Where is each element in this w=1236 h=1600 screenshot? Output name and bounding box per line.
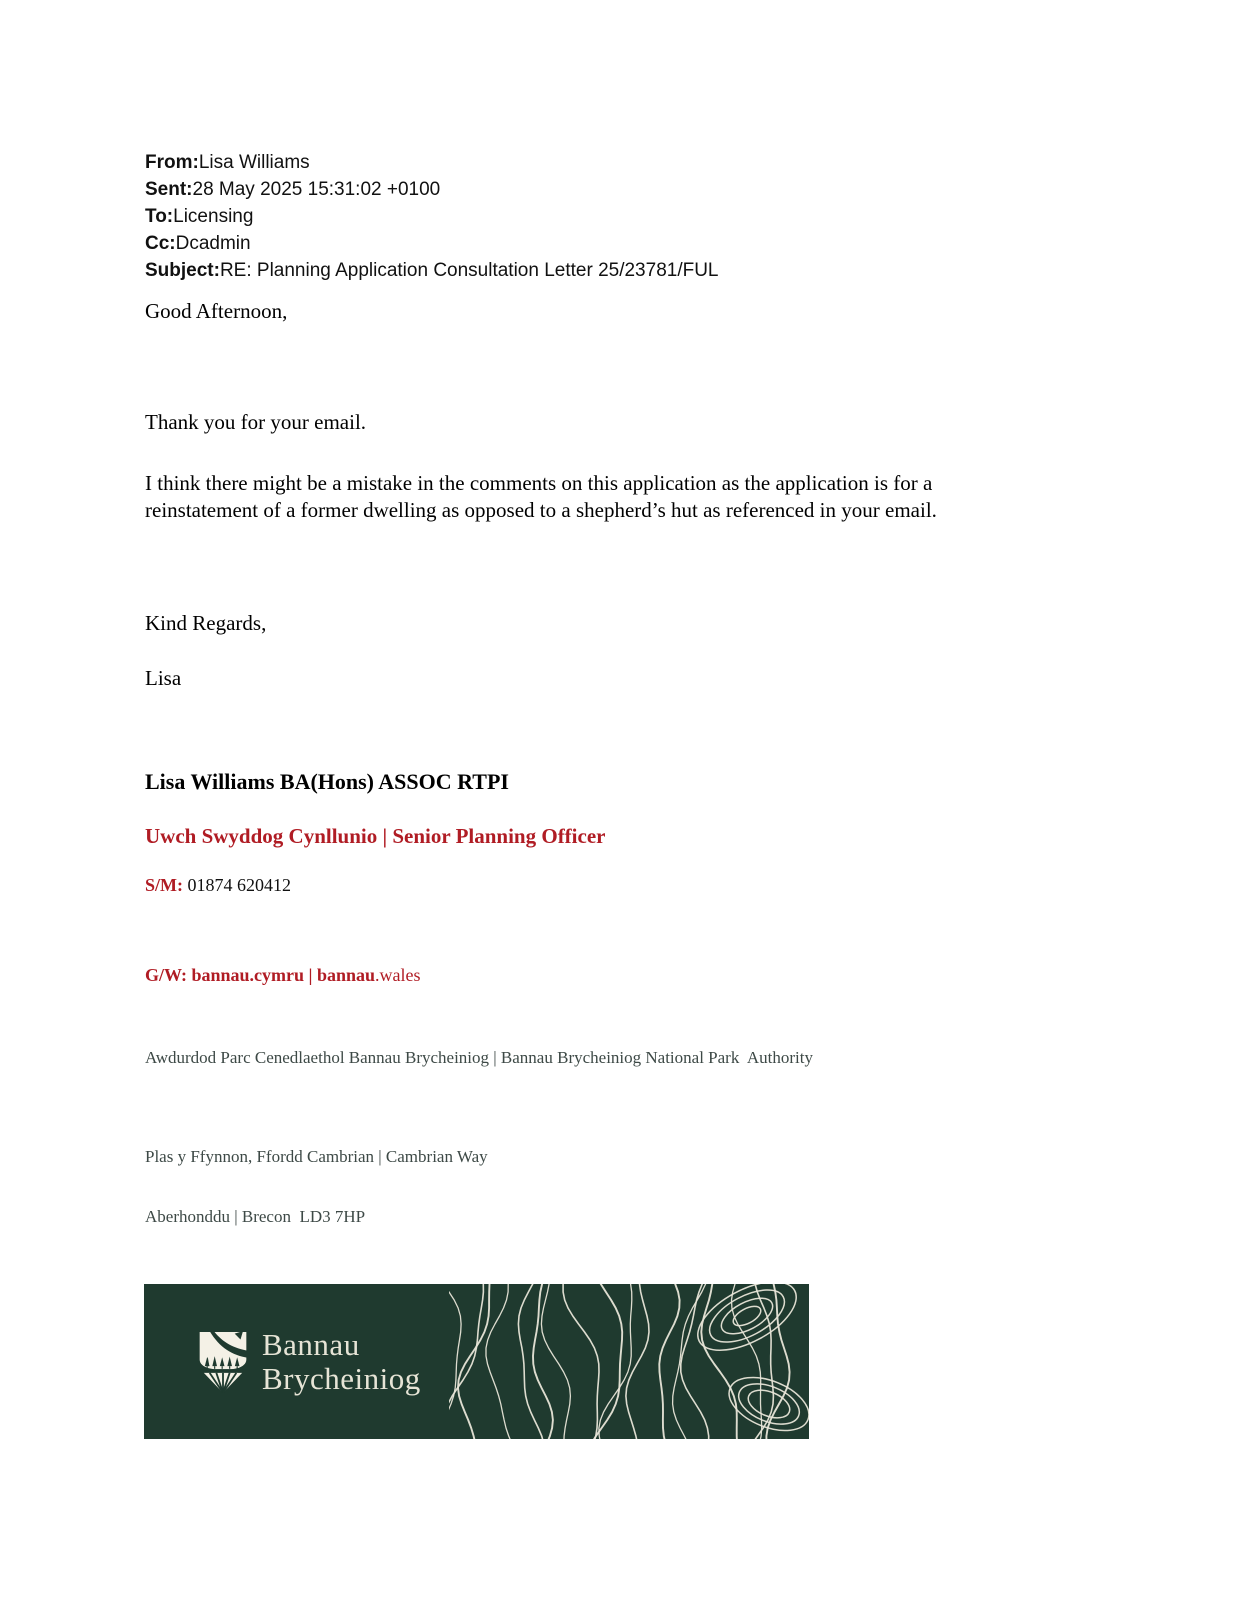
header-row-subject bbox=[145, 257, 1236, 284]
header-value: Dcadmin bbox=[175, 233, 251, 254]
header-row-sent bbox=[145, 176, 1236, 203]
header-row-to bbox=[145, 203, 1236, 230]
header-value: RE: Planning Application Consultation Letter 25/23781/FUL bbox=[219, 260, 719, 281]
organisation-address bbox=[145, 1107, 1236, 1267]
header-label: Cc: bbox=[145, 233, 176, 254]
bannau-crest-icon bbox=[198, 1331, 248, 1393]
phone-value: 01874 620412 bbox=[183, 875, 291, 895]
brand-line: Bannau bbox=[262, 1326, 360, 1362]
signature-title: Uwch Swyddog Cynllunio | Senior Planning Officer bbox=[145, 824, 606, 848]
signoff-text: Kind Regards, bbox=[145, 611, 267, 635]
email-headers bbox=[145, 149, 1236, 284]
header-value: Lisa Williams bbox=[198, 152, 310, 173]
paragraph-thanks: Thank you for your email. bbox=[145, 410, 367, 434]
organisation-name: Awdurdod Parc Cenedlaethol Bannau Brycheiniog | Bannau Brycheiniog National Park Authority bbox=[145, 1048, 814, 1067]
address-line: Aberhonddu | Brecon LD3 7HP bbox=[145, 1207, 366, 1226]
signature-name: Lisa Williams BA(Hons) ASSOC RTPI bbox=[145, 769, 509, 794]
brand-line: Brycheiniog bbox=[262, 1360, 421, 1396]
brand-wordmark bbox=[262, 1328, 421, 1396]
website-bold-text: G/W: bannau.cymru | bannau bbox=[145, 965, 376, 985]
address-line: Plas y Ffynnon, Ffordd Cambrian | Cambrian Way bbox=[145, 1147, 488, 1166]
header-value: Licensing bbox=[173, 206, 254, 227]
header-row-cc bbox=[145, 230, 1236, 257]
sender-first-name: Lisa bbox=[145, 666, 182, 690]
header-row-from bbox=[145, 149, 1236, 176]
header-label: Subject: bbox=[145, 260, 220, 281]
greeting-text: Good Afternoon, bbox=[145, 299, 288, 323]
signature-website-line bbox=[145, 963, 1236, 987]
paragraph-main: I think there might be a mistake in the comments on this application as the application is for a reinstatement of a former dwelling as opposed to a shepherd’s hut as referenced in your email. bbox=[145, 471, 937, 522]
header-label: To: bbox=[145, 206, 174, 227]
website-regular-text: .wales bbox=[375, 965, 421, 985]
topographic-contours-icon bbox=[449, 1284, 809, 1439]
signature-phone-line bbox=[145, 873, 1236, 897]
phone-label: S/M: bbox=[145, 875, 183, 895]
header-label: From: bbox=[145, 152, 199, 173]
header-value: 28 May 2025 15:31:02 +0100 bbox=[192, 179, 441, 200]
park-logo-banner bbox=[144, 1284, 809, 1439]
header-label: Sent: bbox=[145, 179, 193, 200]
